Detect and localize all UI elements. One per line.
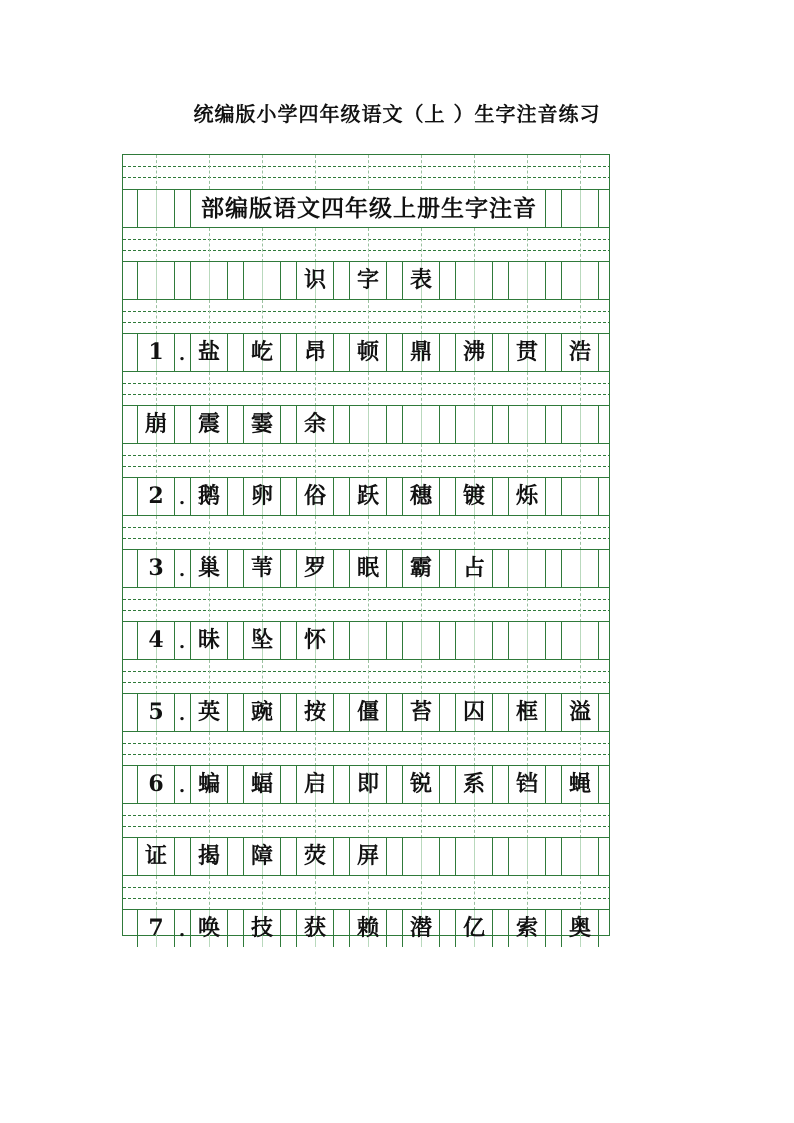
band-guide-line [421, 876, 422, 910]
character-text: 系 [462, 771, 485, 797]
band-guide-line [262, 660, 263, 694]
band-guide-line [315, 444, 316, 478]
character-text: 崩 [144, 411, 167, 437]
character-text: 英 [197, 699, 220, 725]
band-guide-line [156, 876, 157, 910]
band-guide-line [421, 804, 422, 838]
character-cell [561, 406, 599, 443]
pinyin-writing-band [123, 443, 609, 478]
band-guide-line [527, 228, 528, 262]
character-text: 震 [197, 411, 220, 437]
character-cell [349, 622, 387, 659]
band-guide-line [580, 372, 581, 406]
pinyin-writing-band [123, 299, 609, 334]
character-text: 1 [148, 339, 164, 365]
band-guide-line [421, 444, 422, 478]
character-text: 3 [148, 555, 164, 581]
band-guide-line [527, 372, 528, 406]
character-text: 技 [250, 915, 273, 941]
character-cell [402, 838, 440, 875]
band-guide-line [262, 732, 263, 766]
band-guide-line [156, 372, 157, 406]
character-cell [190, 622, 228, 659]
character-cell [561, 766, 599, 803]
character-cell [349, 838, 387, 875]
character-cell [296, 262, 334, 299]
character-cell [243, 478, 281, 515]
character-text: 揭 [197, 843, 220, 869]
character-cell [455, 334, 493, 371]
band-guide-line [421, 155, 422, 189]
band-guide-line [580, 155, 581, 189]
band-guide-line [209, 876, 210, 910]
character-text: 障 [250, 843, 273, 869]
character-cell [402, 406, 440, 443]
character-cell [137, 622, 175, 659]
character-cell [190, 478, 228, 515]
character-cell [243, 334, 281, 371]
character-cell [455, 910, 493, 947]
character-text: 按 [303, 699, 326, 725]
band-guide-line [156, 516, 157, 550]
character-text: 锐 [409, 771, 432, 797]
document-title: 统编版小学四年级语文（上 ）生字注音练习 [193, 102, 601, 126]
pinyin-writing-band [123, 155, 609, 189]
character-cell [243, 766, 281, 803]
pinyin-writing-band [123, 515, 609, 550]
character-cell [455, 622, 493, 659]
character-text: 沸 [462, 339, 485, 365]
character-cell [190, 838, 228, 875]
character-cell [561, 334, 599, 371]
pinyin-writing-band [123, 659, 609, 694]
band-guide-line [315, 660, 316, 694]
character-text: 鼎 [409, 339, 432, 365]
character-text: 铛 [515, 771, 538, 797]
band-guide-line [421, 732, 422, 766]
band-guide-line [368, 588, 369, 622]
band-guide-line [421, 516, 422, 550]
pinyin-writing-band [123, 371, 609, 406]
band-guide-line [156, 588, 157, 622]
character-row [123, 333, 609, 372]
band-guide-line [580, 444, 581, 478]
band-guide-line [209, 516, 210, 550]
character-cell [402, 478, 440, 515]
band-guide-line [368, 660, 369, 694]
band-guide-line [474, 660, 475, 694]
character-cell [455, 550, 493, 587]
character-text: 昧 [197, 627, 220, 653]
character-cell [455, 262, 493, 299]
character-cell [190, 262, 228, 299]
character-cell [561, 478, 599, 515]
band-guide-line [368, 804, 369, 838]
character-cell [508, 406, 546, 443]
band-guide-line [262, 804, 263, 838]
character-text: 僵 [356, 699, 379, 725]
character-row [123, 549, 609, 588]
band-guide-line [209, 155, 210, 189]
character-text: 表 [409, 267, 432, 293]
row-number-dot: . [178, 920, 186, 941]
band-guide-line [527, 804, 528, 838]
band-guide-line [474, 588, 475, 622]
character-cell [296, 766, 334, 803]
character-cell [243, 406, 281, 443]
band-guide-line [474, 804, 475, 838]
character-row [123, 261, 609, 300]
character-cell [137, 910, 175, 947]
band-guide-line [474, 155, 475, 189]
character-text: 即 [356, 771, 379, 797]
character-cell [561, 262, 599, 299]
character-cell [508, 694, 546, 731]
row-number-dot: . [178, 560, 186, 581]
character-cell [455, 766, 493, 803]
band-guide-line [527, 444, 528, 478]
band-guide-line [474, 444, 475, 478]
character-text: 字 [356, 267, 379, 293]
character-cell [296, 694, 334, 731]
band-guide-line [580, 516, 581, 550]
character-text: 荧 [303, 843, 326, 869]
character-cell [243, 838, 281, 875]
band-guide-line [209, 660, 210, 694]
character-cell [243, 694, 281, 731]
band-guide-line [262, 588, 263, 622]
row-number-dot: . [178, 704, 186, 725]
band-guide-line [315, 588, 316, 622]
character-cell [402, 694, 440, 731]
character-text: 豌 [250, 699, 273, 725]
character-cell [402, 910, 440, 947]
band-guide-line [262, 444, 263, 478]
character-cell [561, 694, 599, 731]
character-row [123, 765, 609, 804]
row-number-dot: . [178, 632, 186, 653]
character-cell [455, 838, 493, 875]
band-guide-line [315, 804, 316, 838]
character-row [123, 621, 609, 660]
character-row [123, 693, 609, 732]
band-guide-line [156, 155, 157, 189]
band-guide-line [368, 516, 369, 550]
character-text: 唤 [197, 915, 220, 941]
band-guide-line [527, 588, 528, 622]
band-guide-line [421, 300, 422, 334]
character-text: 2 [148, 483, 164, 509]
character-cell [402, 766, 440, 803]
character-cell [137, 334, 175, 371]
character-cell [296, 910, 334, 947]
character-cell [243, 622, 281, 659]
character-cell [349, 766, 387, 803]
character-cell [402, 550, 440, 587]
character-cell [137, 694, 175, 731]
character-text: 穗 [409, 483, 432, 509]
character-cell [190, 406, 228, 443]
character-cell [561, 622, 599, 659]
band-guide-line [156, 444, 157, 478]
pinyin-writing-band [123, 875, 609, 910]
band-guide-line [262, 228, 263, 262]
character-text: 证 [144, 843, 167, 869]
band-guide-line [421, 372, 422, 406]
character-text: 7 [148, 915, 164, 941]
character-cell [137, 262, 175, 299]
character-text: 框 [515, 699, 538, 725]
character-text: 囚 [462, 699, 485, 725]
band-guide-line [262, 372, 263, 406]
band-guide-line [527, 732, 528, 766]
character-cell [455, 406, 493, 443]
character-cell [508, 910, 546, 947]
band-guide-line [315, 300, 316, 334]
character-text: 索 [515, 915, 538, 941]
character-text: 浩 [568, 339, 591, 365]
character-text: 烁 [515, 483, 538, 509]
character-cell [455, 478, 493, 515]
character-text: 眠 [356, 555, 379, 581]
character-text: 巢 [197, 555, 220, 581]
character-text: 盐 [197, 339, 220, 365]
band-guide-line [368, 300, 369, 334]
row-number-dot: . [178, 776, 186, 797]
character-cell [243, 262, 281, 299]
band-guide-line [368, 444, 369, 478]
character-cell [190, 766, 228, 803]
band-guide-line [421, 588, 422, 622]
band-guide-line [580, 588, 581, 622]
band-guide-line [580, 732, 581, 766]
character-cell [349, 406, 387, 443]
character-text: 赖 [356, 915, 379, 941]
character-text: 跃 [356, 483, 379, 509]
character-text: 昂 [303, 339, 326, 365]
character-row [123, 189, 609, 228]
band-guide-line [580, 876, 581, 910]
band-guide-line [262, 876, 263, 910]
character-cell [137, 478, 175, 515]
band-guide-line [474, 876, 475, 910]
band-guide-line [474, 372, 475, 406]
band-guide-line [156, 228, 157, 262]
band-guide-line [315, 228, 316, 262]
character-cell [402, 262, 440, 299]
sheet-heading: 部编版语文四年级上册生字注音 [199, 190, 539, 227]
pinyin-writing-band [123, 803, 609, 838]
character-cell [296, 406, 334, 443]
character-cell [137, 550, 175, 587]
band-guide-line [315, 876, 316, 910]
character-cell [190, 334, 228, 371]
character-cell [190, 694, 228, 731]
band-guide-line [209, 300, 210, 334]
character-cell [508, 766, 546, 803]
character-cell [349, 478, 387, 515]
character-cell [296, 550, 334, 587]
character-cell [190, 910, 228, 947]
band-guide-line [580, 228, 581, 262]
character-text: 屹 [250, 339, 273, 365]
band-guide-line [209, 228, 210, 262]
character-text: 溢 [568, 699, 591, 725]
row-number-dot: . [178, 488, 186, 509]
character-cell [455, 694, 493, 731]
band-guide-line [209, 588, 210, 622]
band-guide-line [527, 876, 528, 910]
band-guide-line [315, 155, 316, 189]
band-guide-line [368, 155, 369, 189]
character-text: 霸 [409, 555, 432, 581]
character-cell [137, 766, 175, 803]
character-cell [296, 838, 334, 875]
character-cell [137, 838, 175, 875]
character-text: 6 [148, 771, 164, 797]
character-text: 余 [303, 411, 326, 437]
band-guide-line [368, 876, 369, 910]
band-guide-line [580, 660, 581, 694]
character-text: 识 [303, 267, 326, 293]
character-cell [190, 550, 228, 587]
character-cell [402, 622, 440, 659]
band-guide-line [474, 732, 475, 766]
character-cell [349, 694, 387, 731]
character-text: 卵 [250, 483, 273, 509]
character-cell [561, 550, 599, 587]
character-text: 屏 [356, 843, 379, 869]
band-guide-line [527, 155, 528, 189]
band-guide-line [209, 732, 210, 766]
character-text: 蝇 [568, 771, 591, 797]
character-cell [349, 910, 387, 947]
character-row [123, 909, 609, 948]
character-text: 5 [148, 699, 164, 725]
character-cell [296, 334, 334, 371]
character-text: 坠 [250, 627, 273, 653]
pinyin-writing-band [123, 227, 609, 262]
band-guide-line [474, 300, 475, 334]
character-text: 蝙 [197, 771, 220, 797]
band-guide-line [315, 732, 316, 766]
character-text: 启 [303, 771, 326, 797]
character-row [123, 477, 609, 516]
band-guide-line [156, 732, 157, 766]
band-guide-line [474, 228, 475, 262]
character-text: 俗 [303, 483, 326, 509]
character-text: 获 [303, 915, 326, 941]
character-cell [508, 334, 546, 371]
character-cell [508, 262, 546, 299]
band-guide-line [527, 660, 528, 694]
band-guide-line [262, 516, 263, 550]
character-cell [402, 334, 440, 371]
character-practice-grid [122, 154, 610, 941]
character-text: 奥 [568, 915, 591, 941]
band-guide-line [156, 660, 157, 694]
character-text: 占 [462, 555, 485, 581]
pinyin-writing-band [123, 587, 609, 622]
pinyin-writing-band [123, 731, 609, 766]
character-cell [349, 334, 387, 371]
character-cell [243, 550, 281, 587]
band-guide-line [421, 228, 422, 262]
band-guide-line [580, 804, 581, 838]
character-cell [243, 910, 281, 947]
character-text: 怀 [303, 627, 326, 653]
character-text: 霎 [250, 411, 273, 437]
character-text: 苇 [250, 555, 273, 581]
character-cell [349, 262, 387, 299]
band-guide-line [527, 516, 528, 550]
band-guide-line [368, 372, 369, 406]
band-guide-line [315, 372, 316, 406]
character-row [123, 837, 609, 876]
character-text: 苔 [409, 699, 432, 725]
character-text: 4 [148, 627, 164, 653]
character-text: 亿 [462, 915, 485, 941]
band-guide-line [209, 444, 210, 478]
row-number-dot: . [178, 344, 186, 365]
band-guide-line [474, 516, 475, 550]
character-cell [296, 622, 334, 659]
character-row [123, 405, 609, 444]
band-guide-line [315, 516, 316, 550]
character-cell [349, 550, 387, 587]
character-cell [296, 478, 334, 515]
band-guide-line [527, 300, 528, 334]
band-guide-line [421, 660, 422, 694]
character-cell [508, 622, 546, 659]
character-text: 罗 [303, 555, 326, 581]
character-text: 顿 [356, 339, 379, 365]
character-cell [137, 190, 175, 227]
character-cell [561, 910, 599, 947]
band-guide-line [368, 732, 369, 766]
band-guide-line [368, 228, 369, 262]
character-cell [137, 406, 175, 443]
character-cell [561, 190, 599, 227]
band-guide-line [262, 155, 263, 189]
character-cell [508, 550, 546, 587]
character-text: 蝠 [250, 771, 273, 797]
band-guide-line [262, 300, 263, 334]
band-guide-line [209, 804, 210, 838]
band-guide-line [156, 300, 157, 334]
character-cell [561, 838, 599, 875]
character-text: 鹅 [197, 483, 220, 509]
character-text: 潜 [409, 915, 432, 941]
character-text: 镀 [462, 483, 485, 509]
character-cell [508, 478, 546, 515]
character-cell [508, 838, 546, 875]
band-guide-line [156, 804, 157, 838]
band-guide-line [209, 372, 210, 406]
band-guide-line [580, 300, 581, 334]
character-text: 贯 [515, 339, 538, 365]
